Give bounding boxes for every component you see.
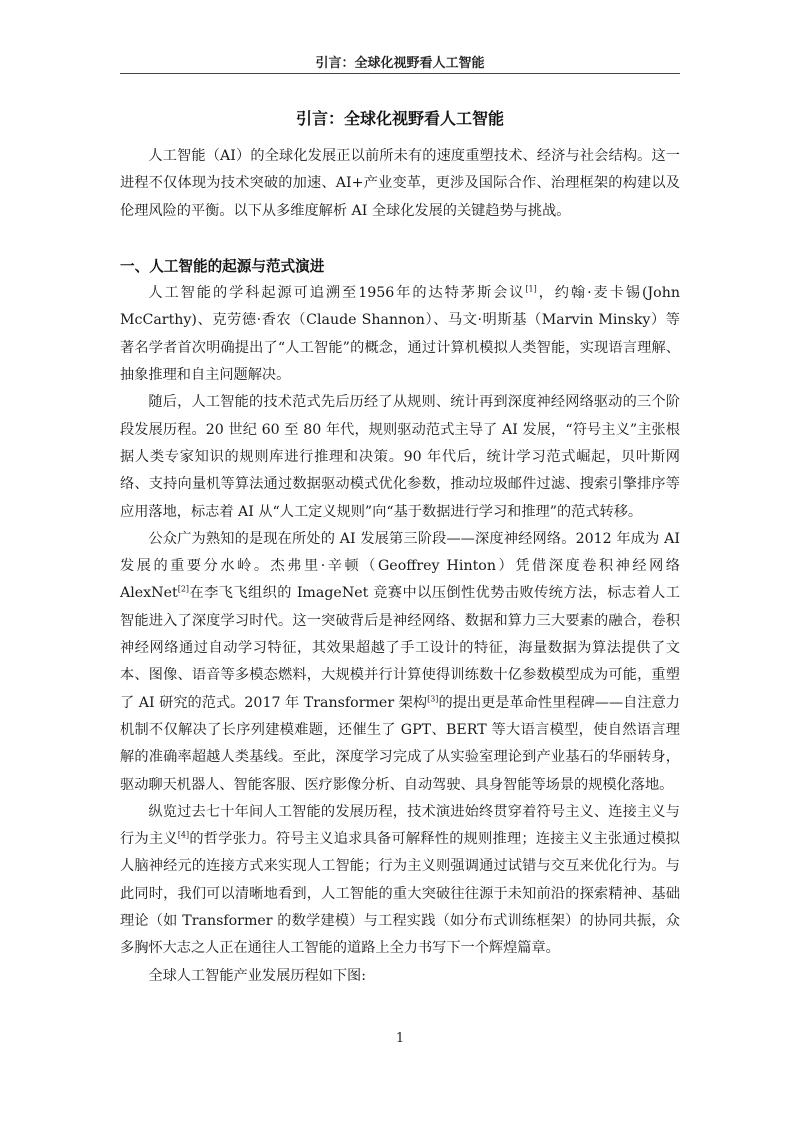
- header-divider: [120, 73, 680, 74]
- paragraph-text: ，约翰·麦卡锡(John McCarthy)、克劳德·香农（Claude Shannon）、马文·明斯基（Marvin Minsky）等著名学者首次明确提出了“人工智能”的概念，通过计算机模拟人类智能，实现语言理解、抽象推理和自主问题解决。: [120, 285, 680, 384]
- citation-ref: [2]: [177, 584, 190, 594]
- intro-paragraph: 人工智能（AI）的全球化发展正以前所未有的速度重塑技术、经济与社会结构。这一进程不仅体现为技术突破的加速、AI+产业变革，更涉及国际合作、治理框架的构建以及伦理风险的平衡。以下从多维度解析 AI 全球化发展的关键趋势与挑战。: [120, 148, 680, 219]
- paragraph-paradigms: 随后，人工智能的技术范式先后历经了从规则、统计再到深度神经网络驱动的三个阶段发展历程。20 世纪 60 至 80 年代，规则驱动范式主导了 AI 发展，“符号主义”主张根据人类专家知识的规则库进行推理和决策。90 年代后，统计学习范式崛起，贝叶斯网络、支持向量机等算法通过数据驱动模式优化参数，推动垃圾邮件过滤、搜索引擎排序等应用落地，标志着 AI 从“人工定义规则”向“基于数据进行学习和推理”的范式转移。: [120, 394, 680, 520]
- paragraph-origins: [120, 280, 680, 389]
- paragraph-text: 的提出更是革命性里程碑——自注意力机制不仅解决了长序列建模难题，还催生了 GPT、BERT 等大语言模型，使自然语言理解的准确率超越人类基线。至此，深度学习完成了从实验室理论到产业基石的华丽转身，驱动聊天机器人、智能客服、医疗影像分析、自动驾驶、具身智能等场景的规模化落地。: [120, 694, 680, 793]
- document-body: [120, 143, 680, 990]
- citation-ref: [3]: [427, 693, 439, 703]
- page-number: 1: [395, 1031, 405, 1046]
- paragraph-text: 纵览过去七十年间人工智能的发展历程，技术演进始终贯穿着符号主义、连接主义与行为主义: [120, 803, 680, 848]
- citation-ref: [1]: [525, 284, 537, 294]
- paragraph-text: 人工智能的学科起源可追溯至1956年的达特茅斯会议: [148, 285, 526, 302]
- section-heading: 一、人工智能的起源与范式演进: [120, 257, 325, 275]
- running-header: 引言：全球化视野看人工智能: [315, 56, 485, 71]
- paragraph-text: 公众广为熟知的是现在所处的 AI 发展第三阶段——深度神经网络。2012 年成为 AI 发展的重要分水岭。杰弗里·辛顿（Geoffrey Hinton）凭借深度卷积神经网络 AlexNet: [120, 530, 680, 602]
- paragraph-text: 的哲学张力。符号主义追求具备可解释性的规则推理；连接主义主张通过模拟人脑神经元的连接方式来实现人工智能；行为主义则强调通过试错与交互来优化行为。与此同时，我们可以清晰地看到，人工智能的重大突破往往源于未知前沿的探索精神、基础理论（如 Transformer 的数学建模）与工程实践（如分布式训练框架）的协同共振，众多胸怀大志之人正在通往人工智能的道路上全力书写下一个辉煌篇章。: [120, 831, 680, 957]
- paragraph-deep-learning: [120, 526, 680, 799]
- paragraph-text: 在李飞飞组织的 ImageNet 竞赛中以压倒性优势击败传统方法，标志着人工智能进入了深度学习时代。这一突破背后是神经网络、数据和算力三大要素的融合，卷积神经网络通过自动学习特征，其效果超越了手工设计的特征，海量数据为算法提供了文本、图像、语音等多模态燃料，大规模并行计算使得训练数十亿参数模型成为可能，重塑了 AI 研究的范式。2017 年 Transformer 架构: [120, 585, 680, 711]
- citation-ref: [4]: [177, 830, 190, 840]
- paragraph-overview: [120, 799, 680, 963]
- paragraph-figure-intro: 全球人工智能产业发展历程如下图:: [148, 967, 366, 984]
- page-title: 引言：全球化视野看人工智能: [295, 109, 504, 128]
